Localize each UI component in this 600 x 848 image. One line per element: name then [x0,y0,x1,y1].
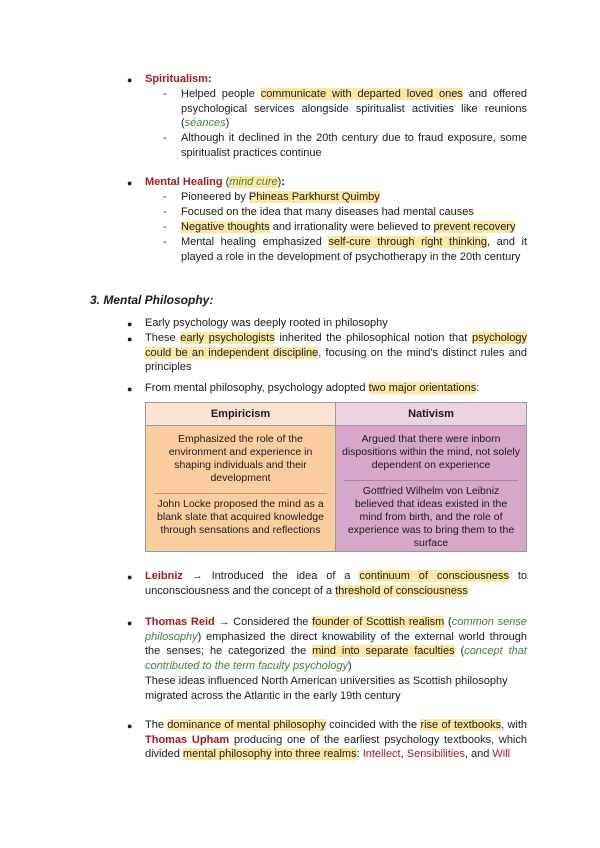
mental-philosophy-bullet-2: These early psychologists inherited the philosophical notion that psychology could be an independent discipline, focusing on the mind's distinct rules and principles [145,332,527,373]
mental-healing-item-3: Negative thoughts and irrationality were believed to prevent recovery [181,221,516,233]
dash-icon: - [163,132,167,144]
mental-healing-item-1: Pioneered by Phineas Parkhurst Quimby [181,191,380,203]
mental-healing-item-4: Mental healing emphasized self-cure through right thinking, and it played a role in the development of psychotherapy in the 20th century [181,236,527,263]
table-cell-empiricism [146,426,336,551]
spiritualism-item-2: Although it declined in the 20th century due to fraud exposure, some spiritualist practices continue [181,132,527,159]
thomas-reid-influence: These ideas influenced North American universities as Scottish philosophy migrated across the Atlantic in the early 19th century [145,675,508,702]
table-header-empiricism: Empiricism [146,403,336,426]
bullet-icon: ● [127,319,133,329]
mental-healing-heading: Mental Healing (mind cure): [145,176,285,188]
empiricism-text-2: John Locke proposed the mind as a blank slate that acquired knowledge through sensations and reflections [157,498,324,536]
thomas-upham-bullet: The dominance of mental philosophy coincided with the rise of textbooks, with Thomas Upham producing one of the earliest psychology textbooks, which divided mental philosophy into three realms: Intellect, Sensibilities, and Will [145,719,528,760]
bullet-icon: ● [127,334,133,344]
mental-philosophy-bullet-3: From mental philosophy, psychology adopted two major orientations: [145,382,480,394]
bullet-icon: ● [127,384,133,394]
bullet-icon: ● [127,178,133,188]
spiritualism-item-1: Helped people communicate with departed loved ones and offered psychological services alongside spiritualist activities like reunions (séances) [181,88,527,129]
nativism-text-2: Gottfried Wilhelm von Leibniz believed that ideas existed in the mind from birth, and the role of experience was to bring them to the surface [347,485,515,549]
bullet-icon: ● [127,572,133,582]
mental-philosophy-bullet-1: Early psychology was deeply rooted in philosophy [145,317,388,329]
cell-divider [344,480,518,481]
spiritualism-heading: Spiritualism: [145,73,212,85]
table-cell-nativism [336,426,526,551]
bullet-icon: ● [127,618,133,628]
nativism-text-1: Argued that there were inborn dispositions within the mind, not solely dependent on experience [342,433,521,471]
section-heading-mental-philosophy: 3. Mental Philosophy: [90,293,214,307]
leibniz-bullet: Leibniz → Introduced the idea of a continuum of consciousness to unconsciousness and the concept of a threshold of consciousness [145,570,528,597]
orientations-table [145,402,527,552]
dash-icon: - [163,206,167,218]
dash-icon: - [163,88,167,100]
mental-healing-item-2: Focused on the idea that many diseases had mental causes [181,206,474,218]
bullet-icon: ● [127,75,133,85]
thomas-reid-bullet: Thomas Reid → Considered the founder of Scottish realism (common sense philosophy) emphasized the direct knowability of the external world through the senses; he categorized the mind into separate faculties (concept that contributed to the term faculty psychology) [145,616,527,672]
dash-icon: - [163,191,167,203]
bullet-icon: ● [127,721,133,731]
table-header-nativism: Nativism [336,403,526,426]
dash-icon: - [163,221,167,233]
empiricism-text-1: Emphasized the role of the environment and experience in shaping individuals and their development [168,433,313,484]
cell-divider [154,493,327,494]
dash-icon: - [163,236,167,248]
